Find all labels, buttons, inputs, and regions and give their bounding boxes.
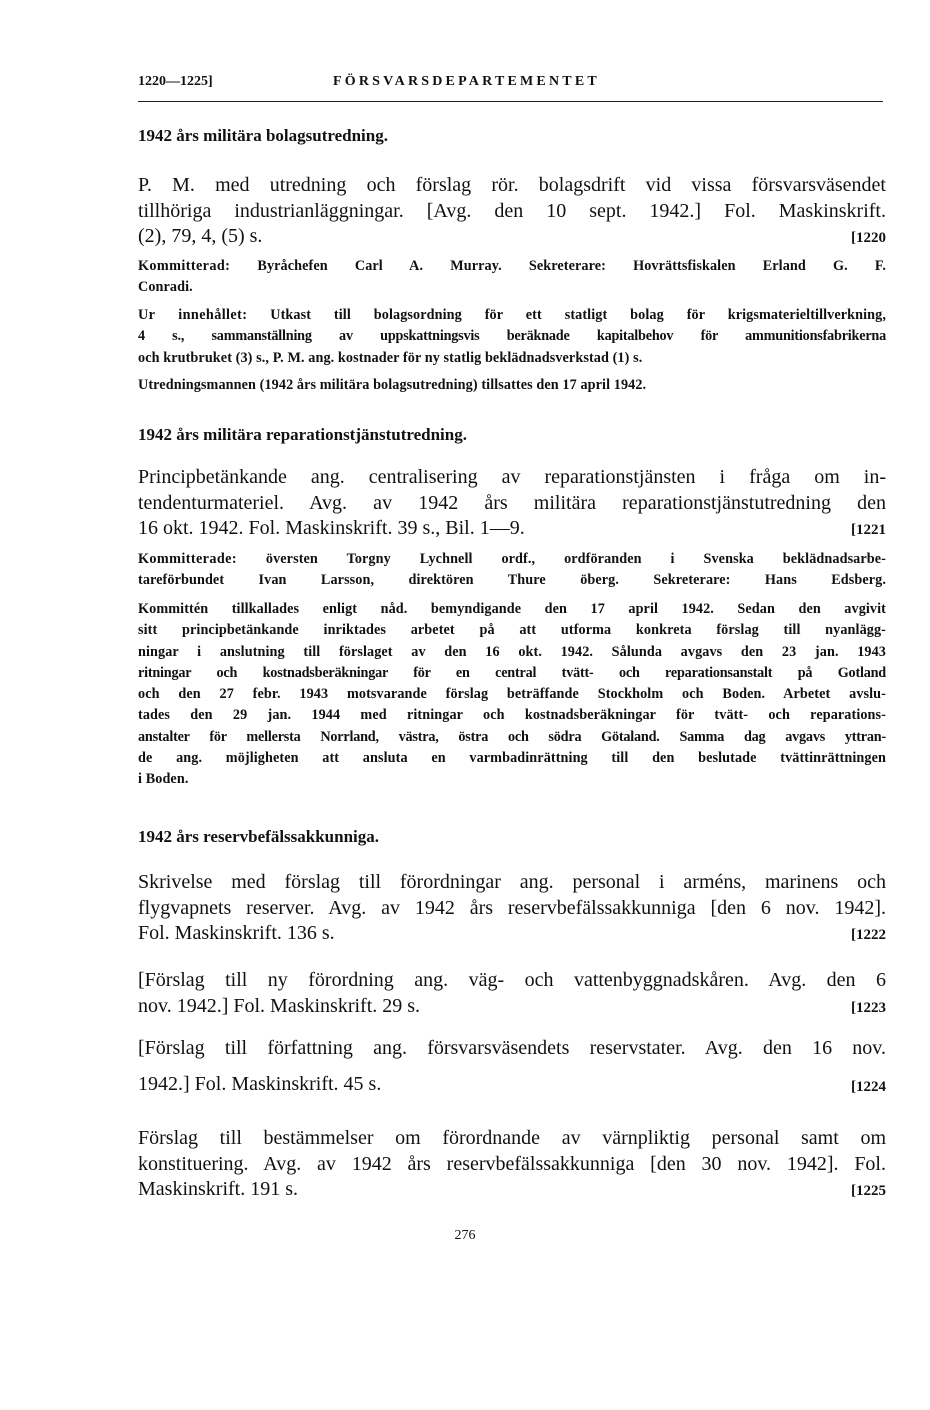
text-line: i Boden. (138, 771, 189, 788)
committee-text: översten Torgny Lychnell ordf., ordföranden i Svenska beklädnadsarbe- (265, 551, 886, 567)
text-line: 4 s., sammanställning av uppskattningsvis beräknade kapitalbehov för ammunitionsfabrikerna (138, 328, 886, 345)
department-title: FÖRSVARSDEPARTEMENTET (333, 74, 600, 89)
text-line: (2), 79, 4, (5) s. (138, 225, 263, 247)
entry-main (138, 465, 886, 542)
text-line: Conradi. (138, 279, 193, 296)
text-line: de ang. möjligheten att ansluta en varmbadinrättning till den beslutade tvättinrättningen (138, 750, 886, 767)
page-number: 276 (454, 1228, 476, 1243)
contents-block (138, 305, 886, 369)
text-line: sitt principbetänkande inriktades arbetet på att utforma konkreta förslag till nyanlägg- (138, 622, 886, 639)
page-range: 1220—1225] (138, 74, 213, 89)
entry-number: [1224 (851, 1079, 886, 1095)
text-line: Kommittén tillkallades enligt nåd. bemyndigande den 17 april 1942. Sedan den avgivit (138, 601, 886, 617)
text-line: flygvapnets reserver. Avg. av 1942 års reservbefälssakkunniga [den 6 nov. 1942]. (138, 896, 886, 919)
committee-block (138, 549, 886, 592)
committee-label: Kommitterade: (138, 551, 237, 567)
committee-label: Kommitterad: (138, 258, 231, 274)
entry-main (138, 870, 886, 947)
text-line: [Förslag till författning ang. försvarsväsendets reservstater. Avg. den 16 nov. (138, 1037, 886, 1059)
text-line: konstituering. Avg. av 1942 års reservbefälssakkunniga [den 30 nov. 1942]. Fol. (138, 1152, 886, 1175)
text-line: P. M. med utredning och förslag rör. bolagsdrift vid vissa försvarsväsendet (138, 174, 886, 196)
text-line: och krutbruket (3) s., P. M. ang. kostnader för ny statlig beklädnadsverkstad (1) s. (138, 349, 643, 366)
text-line: Förslag till bestämmelser om förordnande av värnpliktig personal samt om (138, 1127, 886, 1149)
text-line: tades den 29 jan. 1944 med ritningar och kostnadsberäkningar för tvätt- och reparations- (138, 707, 886, 724)
entry-number: [1220 (851, 230, 886, 246)
text-line: tillhöriga industrianläggningar. [Avg. den 10 sept. 1942.] Fol. Maskinskrift. (138, 199, 886, 222)
entry-number: [1221 (851, 522, 886, 538)
text-line: anstalter för mellersta Norrland, västra, östra och södra Götaland. Samma dag avgavs yttran- (138, 728, 886, 745)
text-line (138, 305, 886, 326)
running-head (138, 74, 883, 98)
section-title: 1942 års militära bolagsutredning. (138, 126, 388, 145)
text-line: Utredningsmannen (1942 års militära bolagsutredning) tillsattes den 17 april 1942. (138, 377, 647, 393)
entry-number: [1225 (851, 1183, 886, 1199)
committee-block (138, 256, 886, 299)
text-line: ningar i anslutning till förslaget av den 16 okt. 1942. Sålunda avgavs den 23 jan. 1943 (138, 643, 886, 660)
note-block (138, 599, 886, 791)
committee-text: Byråchefen Carl A. Murray. Sekreterare: Hovrättsfiskalen Erland G. F. (257, 258, 886, 274)
note-block (138, 375, 886, 396)
text-line: Principbetänkande ang. centralisering av reparationstjänsten i fråga om in- (138, 466, 886, 488)
text-line: tareförbundet Ivan Larsson, direktören Thure öberg. Sekreterare: Hans Edsberg. (138, 572, 886, 589)
text-line (138, 549, 886, 570)
entry-main (138, 173, 886, 250)
text-line: ritningar och kostnadsberäkningar för en central tvätt- och reparationsanstalt på Gotland (138, 664, 886, 681)
entry-main (138, 968, 886, 1019)
text-line: Maskinskrift. 191 s. (138, 1178, 298, 1200)
text-line: Fol. Maskinskrift. 136 s. (138, 922, 335, 944)
section-title: 1942 års militära reparationstjänstutredning. (138, 425, 467, 444)
text-line: Skrivelse med förslag till förordningar ang. personal i arméns, marinens och (138, 871, 886, 893)
text-line: nov. 1942.] Fol. Maskinskrift. 29 s. (138, 994, 421, 1017)
section-title: 1942 års reservbefälssakkunniga. (138, 827, 380, 846)
entry-main (138, 1126, 886, 1203)
text-line: tendenturmateriel. Avg. av 1942 års militära reparationstjänstutredning den (138, 491, 886, 514)
text-line: 16 okt. 1942. Fol. Maskinskrift. 39 s., Bil. 1—9. (138, 517, 525, 539)
text-line: [Förslag till ny förordning ang. väg- och vattenbyggnadskåren. Avg. den 6 (138, 969, 886, 991)
text-line: och den 27 febr. 1943 motsvarande förslag beträffande Stockholm och Boden. Arbetet avslu- (138, 686, 886, 703)
text-line (138, 256, 886, 277)
contents-text: Utkast till bolagsordning för ett statligt bolag för krigsmaterieltillverkning, (270, 307, 886, 323)
entry-number: [1222 (851, 927, 886, 943)
contents-label: Ur innehållet: (138, 307, 248, 323)
text-line: 1942.] Fol. Maskinskrift. 45 s. (138, 1072, 382, 1095)
entry-main (138, 1036, 886, 1097)
header-rule (138, 101, 883, 102)
entry-number: [1223 (851, 1000, 886, 1016)
